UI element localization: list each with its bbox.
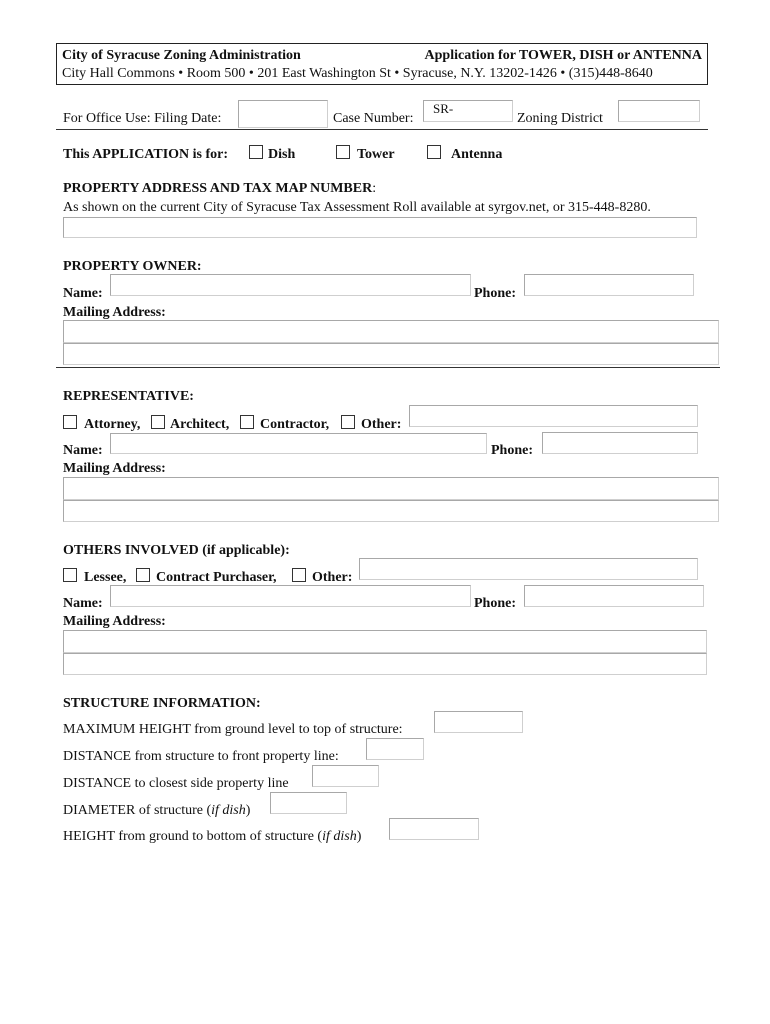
org-name: City of Syracuse Zoning Administration	[62, 48, 301, 63]
owner-mailing-field-2[interactable]	[63, 343, 719, 365]
max-height-field[interactable]	[434, 711, 523, 733]
rep-other-label: Other:	[361, 417, 402, 432]
others-mailing-field-1[interactable]	[63, 630, 707, 653]
height-bottom-close: )	[356, 829, 362, 844]
rep-name-field[interactable]	[110, 433, 487, 454]
org-address: City Hall Commons • Room 500 • 201 East Washington St • Syracuse, N.Y. 13202-1426 • (315)448-8640	[62, 66, 653, 81]
attorney-label: Attorney,	[84, 417, 141, 432]
height-bottom-field[interactable]	[389, 818, 479, 840]
zoning-district-field[interactable]	[618, 100, 700, 122]
rep-phone-label: Phone:	[491, 443, 533, 458]
attorney-checkbox[interactable]	[63, 415, 77, 429]
height-bottom-label	[63, 829, 361, 845]
tower-label: Tower	[357, 147, 395, 162]
rep-mailing-label: Mailing Address:	[63, 461, 166, 476]
rep-mailing-field-2[interactable]	[63, 500, 719, 522]
divider	[56, 129, 708, 130]
contract-purchaser-checkbox[interactable]	[136, 568, 150, 582]
filing-date-field[interactable]	[238, 100, 328, 128]
height-bottom-label-text: HEIGHT from ground to bottom of structure (	[63, 829, 323, 844]
diameter-label	[63, 803, 250, 819]
owner-mailing-label: Mailing Address:	[63, 305, 166, 320]
diameter-label-text: DIAMETER of structure (	[63, 803, 212, 818]
case-number-prefix: SR-	[433, 101, 454, 116]
lessee-label: Lessee,	[84, 570, 127, 585]
others-mailing-label: Mailing Address:	[63, 614, 166, 629]
front-distance-label: DISTANCE from structure to front property line:	[63, 749, 339, 764]
others-other-checkbox[interactable]	[292, 568, 306, 582]
form-title: Application for TOWER, DISH or ANTENNA	[424, 48, 702, 63]
zoning-district-label: Zoning District	[517, 111, 603, 126]
tower-checkbox[interactable]	[336, 145, 350, 159]
divider	[56, 367, 720, 368]
lessee-checkbox[interactable]	[63, 568, 77, 582]
dish-label: Dish	[268, 147, 296, 162]
form-header	[56, 43, 708, 85]
others-other-label: Other:	[312, 570, 353, 585]
owner-phone-field[interactable]	[524, 274, 694, 296]
diameter-field[interactable]	[270, 792, 347, 814]
contractor-label: Contractor,	[260, 417, 330, 432]
others-phone-label: Phone:	[474, 596, 516, 611]
others-name-field[interactable]	[110, 585, 471, 607]
others-other-field[interactable]	[359, 558, 698, 580]
owner-heading: PROPERTY OWNER:	[63, 259, 202, 274]
contractor-checkbox[interactable]	[240, 415, 254, 429]
rep-other-checkbox[interactable]	[341, 415, 355, 429]
property-heading-colon: :	[372, 181, 377, 196]
antenna-label: Antenna	[451, 147, 503, 162]
case-number-label: Case Number:	[333, 111, 414, 126]
architect-label: Architect,	[170, 417, 230, 432]
others-heading: OTHERS INVOLVED (if applicable):	[63, 543, 290, 558]
height-bottom-note: if dish	[322, 829, 357, 844]
others-phone-field[interactable]	[524, 585, 704, 607]
property-address-field[interactable]	[63, 217, 697, 238]
rep-name-label: Name:	[63, 443, 103, 458]
max-height-label: MAXIMUM HEIGHT from ground level to top of structure:	[63, 722, 403, 737]
property-heading-text: PROPERTY ADDRESS AND TAX MAP NUMBER	[63, 181, 373, 196]
case-number-field[interactable]	[423, 100, 513, 122]
diameter-note: if dish	[211, 803, 246, 818]
owner-name-label: Name:	[63, 286, 103, 301]
application-label: This APPLICATION is for:	[63, 147, 229, 162]
property-heading	[63, 181, 376, 197]
side-distance-label: DISTANCE to closest side property line	[63, 776, 289, 791]
rep-other-field[interactable]	[409, 405, 698, 427]
antenna-checkbox[interactable]	[427, 145, 441, 159]
rep-mailing-field-1[interactable]	[63, 477, 719, 500]
side-distance-field[interactable]	[312, 765, 379, 787]
rep-phone-field[interactable]	[542, 432, 698, 454]
front-distance-field[interactable]	[366, 738, 424, 760]
structure-heading: STRUCTURE INFORMATION:	[63, 696, 261, 711]
contract-purchaser-label: Contract Purchaser,	[156, 570, 277, 585]
owner-phone-label: Phone:	[474, 286, 516, 301]
filing-date-label: For Office Use: Filing Date:	[63, 111, 222, 126]
others-mailing-field-2[interactable]	[63, 653, 707, 675]
others-name-label: Name:	[63, 596, 103, 611]
architect-checkbox[interactable]	[151, 415, 165, 429]
representative-heading: REPRESENTATIVE:	[63, 389, 194, 404]
owner-mailing-field-1[interactable]	[63, 320, 719, 343]
diameter-close: )	[245, 803, 251, 818]
owner-name-field[interactable]	[110, 274, 471, 296]
dish-checkbox[interactable]	[249, 145, 263, 159]
property-note: As shown on the current City of Syracuse Tax Assessment Roll available at syrgov.net, or 315-448-8280.	[63, 200, 651, 215]
